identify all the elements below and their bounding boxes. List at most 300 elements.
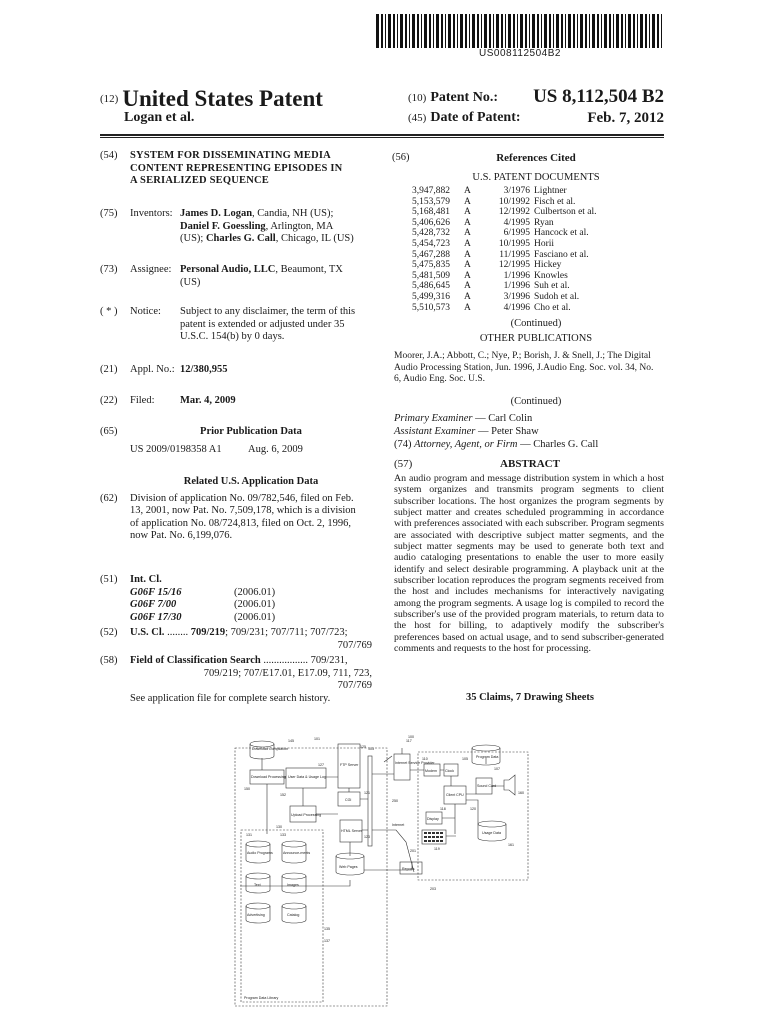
- leader-dots: ........: [167, 627, 189, 638]
- reference-number: 5,406,626: [412, 217, 450, 228]
- barcode-text: US008112504B2: [479, 48, 561, 59]
- reference-row: [412, 303, 597, 314]
- label-usage-data: Usage Data: [482, 831, 501, 835]
- reference-date: 1/1996: [503, 281, 530, 292]
- inventor-name: James D. Logan: [180, 208, 253, 219]
- ref-numeral: 119: [434, 847, 440, 851]
- barcode-bar: [421, 14, 422, 48]
- barcode-bar: [445, 14, 446, 48]
- field-code: (45): [408, 112, 427, 124]
- barcode-bar: [433, 14, 434, 48]
- us-cl-secondary: 707/769: [337, 639, 372, 651]
- reference-row: [412, 250, 597, 261]
- assignee-location: , Beaumont, TX: [275, 264, 343, 275]
- reference-number: 5,499,316: [412, 291, 450, 302]
- int-cl-date: (2006.01): [234, 599, 276, 610]
- barcode-bar: [609, 14, 611, 48]
- label-advertising: Advertising: [247, 913, 265, 917]
- barcode-bar: [505, 14, 506, 48]
- inventors-field: [100, 208, 372, 246]
- label-reports: Reports: [402, 867, 415, 871]
- assignee-field: [100, 264, 372, 289]
- prior-publication-date: Aug. 6, 2009: [248, 443, 303, 455]
- reference-row: [412, 292, 597, 303]
- barcode-bar: [597, 14, 599, 48]
- field-code: (73): [100, 264, 118, 275]
- field-of-search-text: 709/231,: [310, 655, 348, 666]
- ref-numeral: 127: [318, 763, 324, 767]
- barcode-bar: [496, 14, 499, 48]
- barcode-bar: [541, 14, 542, 48]
- header-rule: [100, 134, 664, 136]
- ref-numeral: 150: [244, 787, 250, 791]
- ref-numeral: 100: [408, 735, 414, 739]
- barcode-bar: [448, 14, 451, 48]
- barcode-bar: [393, 14, 395, 48]
- ref-numeral: 145: [288, 739, 294, 743]
- related-application-text: 13, 2001, now Pat. No. 7,509,178, which is a division: [130, 505, 356, 516]
- barcode-bar: [481, 14, 482, 48]
- barcode-bar: [529, 14, 530, 48]
- reference-date: 11/1995: [499, 249, 530, 260]
- field-code: (56): [392, 152, 410, 163]
- patent-number-value: US 8,112,504 B2: [533, 86, 664, 107]
- barcode-bar: [657, 14, 659, 48]
- notice-text: U.S.C. 154(b) by 0 days.: [180, 331, 285, 342]
- int-cl-field: [100, 574, 372, 624]
- reference-inventor: Hickey: [534, 260, 562, 271]
- barcode-bar: [537, 14, 539, 48]
- ref-numeral: 107: [494, 767, 500, 771]
- barcode-bar: [549, 14, 551, 48]
- patent-number-row: [408, 86, 664, 107]
- field-code: (51): [100, 574, 118, 585]
- application-number-value: 12/380,955: [180, 364, 228, 375]
- attorney: [394, 439, 666, 451]
- barcode-bar: [640, 14, 643, 48]
- reference-inventor: Fasciano et al.: [534, 249, 589, 260]
- int-cl-code: G06F 15/16: [130, 586, 182, 598]
- us-patent-documents-heading: U.S. PATENT DOCUMENTS: [472, 172, 600, 183]
- ref-numeral: 152: [280, 793, 286, 797]
- primary-examiner-label: Primary Examiner: [394, 413, 473, 424]
- inventor-location: , Candia, NH (US);: [252, 208, 334, 219]
- reference-row: [412, 239, 597, 250]
- label-audio-programs: Audio Programs: [247, 851, 273, 855]
- barcode-bar: [621, 14, 623, 48]
- reference-row: [412, 197, 597, 208]
- patent-date-label: Date of Patent:: [430, 110, 521, 125]
- field-code: (65): [100, 426, 118, 437]
- related-application-text: of application No. 08/724,813, filed on Oct. 2, 1996,: [130, 517, 352, 529]
- barcode-bar: [661, 14, 662, 48]
- continued-note: (Continued): [510, 396, 562, 407]
- publication-text: Moorer, J.A.; Abbott, C.; Nye, P.; Borish, J. & Snell, J.; The Digital: [394, 351, 651, 361]
- field-of-search-label: Field of Classification Search: [130, 655, 261, 666]
- field-of-search-field: [100, 655, 372, 705]
- barcode-bar: [436, 14, 439, 48]
- inventor-name: Charles G. Call: [205, 233, 276, 244]
- us-cl-secondary: ; 709/231; 707/711; 707/723;: [225, 627, 348, 638]
- ref-numeral: 103: [368, 747, 374, 751]
- field-code: (74): [394, 439, 412, 450]
- reference-inventor: Fisch et al.: [534, 196, 576, 207]
- int-cl-row: [130, 587, 275, 600]
- web-pages-db: [336, 853, 364, 875]
- label-display: Display: [427, 817, 439, 821]
- barcode-bar: [472, 14, 475, 48]
- barcode-bar: [376, 14, 379, 48]
- field-code: (12): [100, 93, 119, 105]
- barcode-bar: [645, 14, 647, 48]
- reference-date: 6/1995: [503, 228, 530, 239]
- ref-numeral: 117: [406, 739, 412, 743]
- reference-row: [412, 207, 597, 218]
- field-code: (54): [100, 150, 118, 161]
- int-cl-label: Int. Cl.: [130, 574, 162, 585]
- reference-number: 5,454,723: [412, 238, 450, 249]
- label-client-cpu: Client CPU: [446, 793, 464, 797]
- reference-number: 5,486,645: [412, 281, 450, 292]
- label-announcements: Announce-ments: [283, 851, 311, 855]
- inventor-name: Daniel F. Goessling: [180, 220, 266, 232]
- int-cl-code: G06F 7/00: [130, 599, 177, 610]
- references-table: [412, 186, 597, 313]
- barcode-bar: [568, 14, 571, 48]
- reference-kind: A: [464, 196, 471, 207]
- reference-date: 10/1992: [498, 196, 530, 207]
- label-web-pages: Web Pages: [339, 865, 358, 869]
- assignee-label: Assignee:: [130, 264, 172, 275]
- reference-inventor: Sudoh et al.: [534, 291, 580, 302]
- host-boundary: [235, 748, 387, 1006]
- label-catalog: Catalog: [287, 913, 300, 917]
- barcode-bar: [385, 14, 386, 48]
- int-cl-code: G06F 17/30: [130, 611, 182, 623]
- document-title: United States Patent: [122, 86, 323, 111]
- inventor-location: , Arlington, MA: [265, 220, 334, 232]
- ref-numeral: 125: [360, 745, 366, 749]
- label-text: Text: [254, 883, 261, 887]
- field-code: (22): [100, 395, 118, 406]
- reference-inventor: Lightner: [534, 186, 567, 196]
- label-ftp-server: FTP Server: [340, 763, 359, 767]
- barcode-bar: [457, 14, 458, 48]
- barcode-bar: [441, 14, 443, 48]
- barcode-bar: [628, 14, 631, 48]
- field-of-search-text: 707/769: [337, 680, 372, 691]
- label-cgi: CGI: [345, 798, 352, 802]
- field-of-search-text: 709/219; 707/E17.01, E17.09, 711, 723,: [203, 667, 372, 679]
- reference-number: 5,475,835: [412, 260, 450, 271]
- reference-kind: A: [464, 302, 471, 313]
- patent-number-label: Patent No.:: [430, 90, 498, 105]
- reference-number: 3,947,882: [412, 186, 450, 196]
- abstract-heading: ABSTRACT: [500, 458, 560, 470]
- reference-inventor: Horii: [534, 238, 555, 249]
- barcode-bar: [613, 14, 614, 48]
- other-publication: [394, 351, 666, 386]
- reference-date: 4/1995: [503, 217, 530, 228]
- reference-row: [412, 218, 597, 229]
- title-field: [100, 150, 372, 188]
- barcode-bar: [517, 14, 518, 48]
- barcode-bar: [633, 14, 635, 48]
- ref-numeral: 135: [324, 927, 330, 931]
- barcode-bar: [465, 14, 467, 48]
- barcode-bar: [484, 14, 487, 48]
- field-code: (52): [100, 627, 118, 638]
- application-number-label: Appl. No.:: [130, 364, 175, 375]
- barcode-bar: [477, 14, 479, 48]
- system-diagram: [232, 730, 532, 1020]
- reference-kind: A: [464, 249, 471, 260]
- references-heading: References Cited: [496, 152, 576, 164]
- keyboard-keys: [424, 832, 443, 842]
- prior-publication-heading: Prior Publication Data: [200, 426, 302, 437]
- int-cl-row: [130, 612, 275, 625]
- ref-numeral: 110: [422, 757, 428, 761]
- reference-inventor: Ryan: [534, 217, 554, 228]
- label-images: Images: [287, 883, 299, 887]
- barcode-bar: [424, 14, 427, 48]
- ref-numeral: 201: [410, 849, 416, 853]
- inventors-label: Inventors:: [130, 208, 173, 219]
- label-clock: Clock: [445, 769, 454, 773]
- ref-numeral: 160: [518, 791, 524, 795]
- patent-date-row: [408, 110, 664, 126]
- label-download-compilation: Download Compilation: [252, 747, 288, 751]
- ref-numeral: 161: [508, 843, 514, 847]
- barcode-bar: [553, 14, 554, 48]
- barcode-bar: [556, 14, 559, 48]
- assistant-examiner: [394, 426, 666, 438]
- barcode: [376, 14, 664, 48]
- barcode-bar: [580, 14, 583, 48]
- int-cl-table: [130, 587, 275, 625]
- notice-label: Notice:: [130, 306, 161, 317]
- other-publications-heading: OTHER PUBLICATIONS: [479, 333, 593, 344]
- assistant-examiner-name: — Peter Shaw: [475, 426, 539, 437]
- barcode-bar: [565, 14, 566, 48]
- field-code: ( * ): [100, 306, 118, 317]
- barcode-bar: [381, 14, 383, 48]
- barcode-bar: [412, 14, 415, 48]
- ref-numeral: 133: [280, 833, 286, 837]
- reference-row: [412, 271, 597, 282]
- barcode-bar: [513, 14, 515, 48]
- barcode-bar: [592, 14, 595, 48]
- field-code: (21): [100, 364, 118, 375]
- field-code: (10): [408, 92, 427, 104]
- reference-inventor: Cho et al.: [534, 302, 571, 313]
- reference-number: 5,168,481: [412, 207, 450, 218]
- reference-kind: A: [464, 281, 471, 292]
- field-code: (58): [100, 655, 118, 666]
- reference-number: 5,153,579: [412, 196, 450, 207]
- reference-kind: A: [464, 217, 471, 228]
- int-cl-date: (2006.01): [234, 586, 276, 598]
- ref-numeral: 130: [276, 825, 282, 829]
- barcode-bar: [532, 14, 535, 48]
- notice-text: Subject to any disclaimer, the term of this: [180, 306, 356, 317]
- barcode-bar: [601, 14, 602, 48]
- patent-date-value: Feb. 7, 2012: [587, 110, 664, 126]
- label-program-data: Program Data: [476, 755, 499, 759]
- publication-text: 6, Audio Eng. Soc. U.S.: [394, 374, 486, 384]
- inventor-location: (US);: [180, 233, 206, 244]
- reference-row: [412, 228, 597, 239]
- field-code: (57): [394, 458, 413, 470]
- assistant-examiner-label: Assistant Examiner: [394, 426, 476, 437]
- invention-title: SYSTEM FOR DISSEMINATING MEDIA CONTENT REPRESENTING EPISODES IN A SERIALIZED SEQUENCE: [130, 150, 343, 186]
- ref-numeral: 101: [314, 737, 320, 741]
- ref-numeral: 118: [440, 807, 446, 811]
- internet-link: [372, 830, 414, 872]
- label-upload-processing: Upload Processing: [291, 813, 322, 817]
- label-modem: Modem: [425, 769, 437, 773]
- int-cl-row: [130, 599, 275, 612]
- label-internet: Internet: [392, 823, 405, 827]
- barcode-bar: [489, 14, 491, 48]
- us-cl-main: 709/219: [190, 627, 226, 638]
- label-program-data-library: Program Data Library: [244, 996, 279, 1000]
- reference-number: 5,467,288: [412, 249, 450, 260]
- abstract-text: An audio program and message distribution system in which a host system organizes and transmits program segments to client subscriber locations. The host organizes the program segments by subject matter and creates scheduled programming in accordance with preferences associated with each subscriber. Program segments are associated with descriptive subject matter segments, and the subject matter segments may be used to generate both text and audio cataloging presentations to enable the user to more easily identify and select desirable programming. A playback unit at the subscriber location reproduces the program segments received from the host and includes mechanisms for interactively navigating among the program segments. A usage log is compiled to record the subscriber's use of the provided program materials, to return data to the host for billing, to adaptively modify the subscriber's preferences based on actual usage, and to send subscriber-generated comments and requests to the host for processing.: [394, 473, 664, 655]
- reference-kind: A: [464, 260, 471, 271]
- reference-date: 3/1976: [503, 186, 530, 196]
- reference-date: 1/1996: [503, 270, 530, 281]
- network-bus: [368, 756, 372, 846]
- us-cl-field: [100, 627, 372, 652]
- prior-publication-field: [100, 426, 372, 456]
- reference-inventor: Hancock et al.: [534, 228, 589, 239]
- attorney-label: Attorney, Agent, or Firm: [414, 439, 518, 450]
- barcode-bar: [561, 14, 563, 48]
- barcode-bar: [400, 14, 403, 48]
- reference-inventor: Culbertson et al.: [534, 207, 597, 218]
- leader-dots: .................: [263, 655, 309, 666]
- reference-date: 10/1995: [498, 238, 530, 249]
- barcode-bar: [469, 14, 470, 48]
- related-application-text: Division of application No. 09/782,546, filed on Feb.: [130, 492, 354, 504]
- barcode-bar: [604, 14, 607, 48]
- label-sound-card: Sound Card: [477, 784, 497, 788]
- related-application-field: [100, 476, 372, 543]
- claims-summary: 35 Claims, 7 Drawing Sheets: [465, 692, 595, 703]
- reference-number: 5,428,732: [412, 228, 450, 239]
- filed-date-value: Mar. 4, 2009: [180, 395, 236, 406]
- notice-text: patent is extended or adjusted under 35: [180, 318, 345, 330]
- label-isp: Internet Service Provider: [395, 761, 435, 765]
- label-html-server: HTML Server: [341, 829, 363, 833]
- reference-kind: A: [464, 186, 471, 196]
- barcode-bar: [649, 14, 650, 48]
- reference-date: 12/1995: [498, 260, 530, 271]
- reference-row: [412, 281, 597, 292]
- ref-numeral: 121: [364, 791, 370, 795]
- application-number-field: [100, 364, 372, 377]
- reference-kind: A: [464, 238, 471, 249]
- label-download-processing: Download Processing: [251, 775, 286, 779]
- barcode-bar: [453, 14, 455, 48]
- reference-date: 4/1996: [503, 302, 530, 313]
- barcode-bar: [520, 14, 523, 48]
- ref-numeral: 137: [324, 939, 330, 943]
- assignee-name: Personal Audio, LLC: [180, 264, 276, 275]
- filed-field: [100, 395, 372, 408]
- inventor-location: , Chicago, IL (US): [275, 233, 354, 244]
- barcode-bar: [417, 14, 419, 48]
- related-application-text: now Pat. No. 6,199,076.: [130, 530, 233, 541]
- barcode-bar: [625, 14, 626, 48]
- reference-inventor: Suh et al.: [534, 281, 570, 292]
- primary-examiner: [394, 413, 666, 425]
- barcode-bar: [460, 14, 463, 48]
- primary-examiner-name: — Carl Colin: [472, 413, 533, 424]
- patent-type-heading: [100, 86, 323, 112]
- ref-numeral: 123: [364, 835, 370, 839]
- field-code: (62): [100, 492, 118, 504]
- assignee-location: (US): [180, 276, 201, 288]
- first-inventor-heading: Logan et al.: [124, 110, 195, 125]
- isp-box: [394, 754, 410, 780]
- ref-numeral: 120: [470, 807, 476, 811]
- speaker-icon: [504, 775, 515, 795]
- barcode-bar: [501, 14, 503, 48]
- related-application-heading: Related U.S. Application Data: [183, 476, 319, 487]
- reference-inventor: Knowles: [534, 270, 568, 281]
- barcode-bar: [525, 14, 527, 48]
- filed-label: Filed:: [130, 395, 155, 406]
- reference-date: 3/1996: [503, 291, 530, 302]
- header-rule-thin: [100, 137, 664, 138]
- barcode-bar: [577, 14, 578, 48]
- ref-numeral: 105: [462, 757, 468, 761]
- barcode-bar: [616, 14, 619, 48]
- ref-numeral: 203: [430, 887, 436, 891]
- barcode-bar: [409, 14, 410, 48]
- barcode-bar: [397, 14, 398, 48]
- reference-row: [412, 186, 597, 197]
- reference-date: 12/1992: [498, 207, 530, 218]
- barcode-bar: [585, 14, 587, 48]
- barcode-bar: [493, 14, 494, 48]
- ref-numeral: 131: [246, 833, 252, 837]
- reference-kind: A: [464, 270, 471, 281]
- search-history-note: See application file for complete search history.: [130, 692, 331, 704]
- us-cl-label: U.S. Cl.: [130, 627, 165, 638]
- reference-kind: A: [464, 207, 471, 218]
- reference-row: [412, 260, 597, 271]
- barcode-bar: [652, 14, 655, 48]
- barcode-bar: [637, 14, 638, 48]
- reference-number: 5,481,509: [412, 270, 450, 281]
- barcode-bar: [544, 14, 547, 48]
- barcode-bar: [589, 14, 590, 48]
- barcode-bar: [573, 14, 575, 48]
- attorney-name: — Charles G. Call: [517, 439, 599, 450]
- reference-number: 5,510,573: [412, 302, 450, 313]
- continued-note: (Continued): [510, 318, 562, 329]
- int-cl-date: (2006.01): [234, 611, 276, 623]
- notice-field: [100, 306, 372, 344]
- barcode-bar: [388, 14, 391, 48]
- reference-kind: A: [464, 291, 471, 302]
- barcode-bar: [508, 14, 511, 48]
- barcode-bar: [405, 14, 407, 48]
- barcode-bar: [429, 14, 431, 48]
